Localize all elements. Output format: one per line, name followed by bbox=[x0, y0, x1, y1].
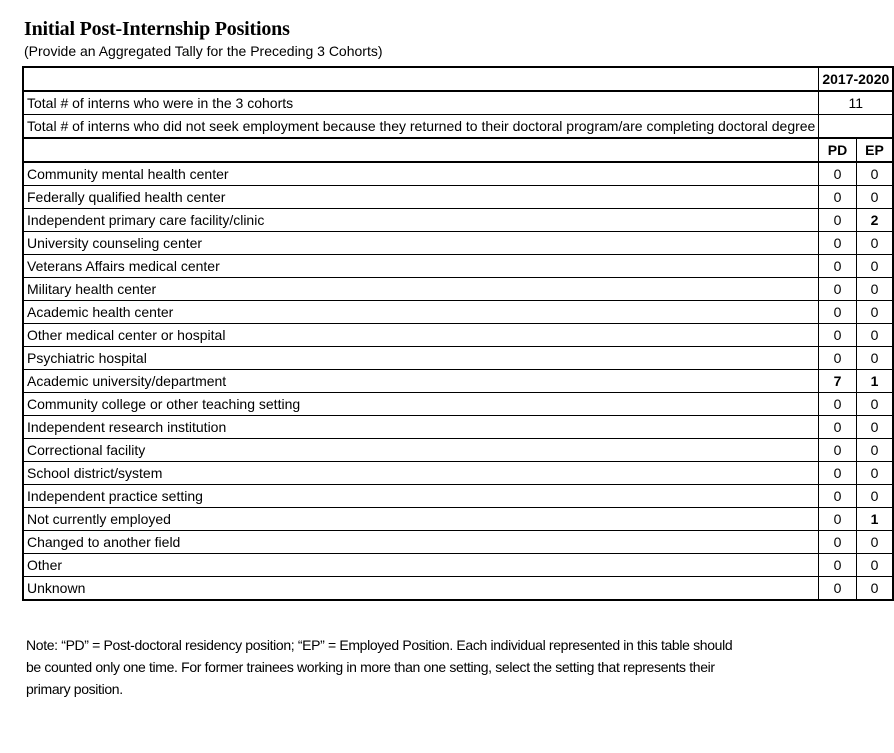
setting-label: Veterans Affairs medical center bbox=[23, 255, 819, 278]
setting-label: Federally qualified health center bbox=[23, 186, 819, 209]
pd-value: 0 bbox=[819, 416, 856, 439]
table-row bbox=[23, 278, 893, 301]
pd-value: 0 bbox=[819, 577, 856, 601]
setting-label: Correctional facility bbox=[23, 439, 819, 462]
page-subtitle: (Provide an Aggregated Tally for the Preceding 3 Cohorts) bbox=[24, 43, 383, 59]
pd-value: 0 bbox=[819, 324, 856, 347]
setting-label: University counseling center bbox=[23, 232, 819, 255]
table-row bbox=[23, 462, 893, 485]
setting-label: Other bbox=[23, 554, 819, 577]
ep-value: 0 bbox=[856, 162, 893, 186]
ep-value: 1 bbox=[856, 508, 893, 531]
pd-value: 0 bbox=[819, 485, 856, 508]
ep-value: 0 bbox=[856, 439, 893, 462]
period-header: 2017-2020 bbox=[819, 67, 893, 91]
pd-value: 0 bbox=[819, 439, 856, 462]
pd-value: 0 bbox=[819, 347, 856, 370]
pd-value: 0 bbox=[819, 462, 856, 485]
setting-label: School district/system bbox=[23, 462, 819, 485]
table-row bbox=[23, 577, 893, 601]
ep-value: 0 bbox=[856, 301, 893, 324]
ep-value: 0 bbox=[856, 393, 893, 416]
pd-value: 0 bbox=[819, 278, 856, 301]
column-header-blank bbox=[23, 138, 819, 162]
pd-value: 7 bbox=[819, 370, 856, 393]
returned-row bbox=[23, 115, 893, 139]
pd-value: 0 bbox=[819, 301, 856, 324]
table-row bbox=[23, 416, 893, 439]
table-row bbox=[23, 485, 893, 508]
table-row bbox=[23, 209, 893, 232]
ep-value: 0 bbox=[856, 255, 893, 278]
table-row bbox=[23, 255, 893, 278]
ep-value: 0 bbox=[856, 462, 893, 485]
table-row bbox=[23, 393, 893, 416]
setting-label: Psychiatric hospital bbox=[23, 347, 819, 370]
page-title: Initial Post-Internship Positions bbox=[24, 18, 290, 40]
header-blank-cell bbox=[23, 67, 819, 91]
ep-value: 0 bbox=[856, 577, 893, 601]
table-row bbox=[23, 370, 893, 393]
ep-value: 0 bbox=[856, 416, 893, 439]
table-row bbox=[23, 186, 893, 209]
table-row bbox=[23, 301, 893, 324]
table-row bbox=[23, 508, 893, 531]
pd-value: 0 bbox=[819, 554, 856, 577]
ep-value: 0 bbox=[856, 531, 893, 554]
setting-label: Independent practice setting bbox=[23, 485, 819, 508]
pd-value: 0 bbox=[819, 393, 856, 416]
setting-label: Other medical center or hospital bbox=[23, 324, 819, 347]
table-row bbox=[23, 439, 893, 462]
ep-value: 0 bbox=[856, 485, 893, 508]
setting-label: Independent research institution bbox=[23, 416, 819, 439]
pd-value: 0 bbox=[819, 255, 856, 278]
pd-value: 0 bbox=[819, 162, 856, 186]
setting-label: Unknown bbox=[23, 577, 819, 601]
ep-value: 0 bbox=[856, 278, 893, 301]
total-interns-label: Total # of interns who were in the 3 cohorts bbox=[23, 91, 819, 115]
column-header-row bbox=[23, 138, 893, 162]
col-header-pd: PD bbox=[819, 138, 856, 162]
table-row bbox=[23, 347, 893, 370]
setting-label: Changed to another field bbox=[23, 531, 819, 554]
setting-label: Military health center bbox=[23, 278, 819, 301]
pd-value: 0 bbox=[819, 209, 856, 232]
setting-label: Not currently employed bbox=[23, 508, 819, 531]
table-row bbox=[23, 531, 893, 554]
pd-value: 0 bbox=[819, 232, 856, 255]
ep-value: 1 bbox=[856, 370, 893, 393]
col-header-ep: EP bbox=[856, 138, 893, 162]
footnote: Note: “PD” = Post-doctoral residency position; “EP” = Employed Position. Each individual represented in this table should be counted only one time. For former trainees working in more than one setting, select the setting that represents their primary position. bbox=[26, 637, 733, 697]
total-interns-row bbox=[23, 91, 893, 115]
table-row bbox=[23, 162, 893, 186]
total-interns-value: 11 bbox=[819, 91, 893, 115]
setting-label: Community mental health center bbox=[23, 162, 819, 186]
table-row bbox=[23, 232, 893, 255]
returned-label: Total # of interns who did not seek employment because they returned to their doctoral program/are completing doctoral degree bbox=[23, 115, 819, 139]
ep-value: 0 bbox=[856, 347, 893, 370]
setting-label: Community college or other teaching setting bbox=[23, 393, 819, 416]
pd-value: 0 bbox=[819, 508, 856, 531]
ep-value: 0 bbox=[856, 232, 893, 255]
ep-value: 0 bbox=[856, 554, 893, 577]
table-row bbox=[23, 554, 893, 577]
returned-value bbox=[819, 115, 893, 139]
pd-value: 0 bbox=[819, 186, 856, 209]
setting-label: Academic university/department bbox=[23, 370, 819, 393]
setting-label: Independent primary care facility/clinic bbox=[23, 209, 819, 232]
ep-value: 0 bbox=[856, 186, 893, 209]
ep-value: 2 bbox=[856, 209, 893, 232]
pd-value: 0 bbox=[819, 531, 856, 554]
table-row bbox=[23, 324, 893, 347]
setting-label: Academic health center bbox=[23, 301, 819, 324]
header-row bbox=[23, 67, 893, 91]
positions-table bbox=[22, 66, 894, 601]
ep-value: 0 bbox=[856, 324, 893, 347]
